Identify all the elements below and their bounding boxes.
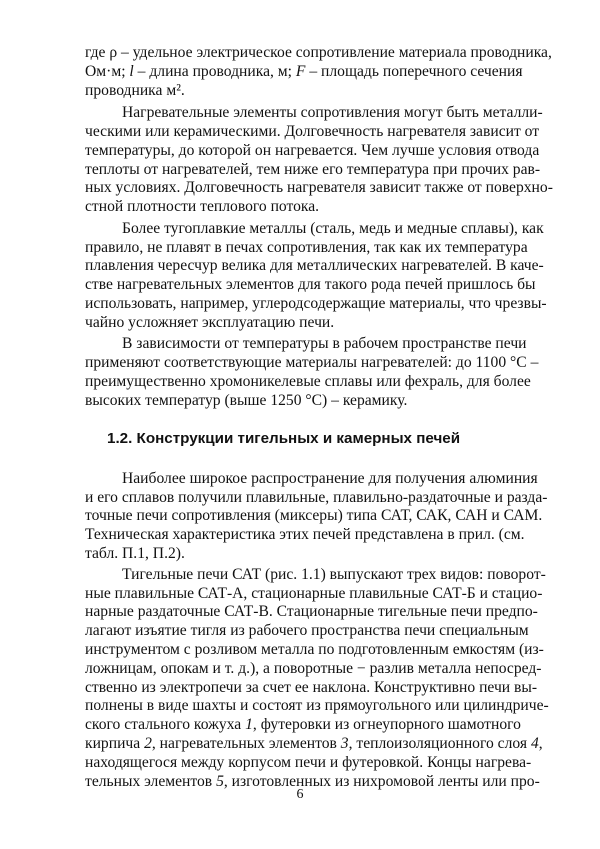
section-heading: 1.2. Конструкции тигельных и камерных печей	[107, 430, 461, 447]
text-line: где ρ – удельное электрическое сопротивление материала проводника,	[85, 44, 552, 61]
text-line: тельных элементов 5, изготовленных из нихромовой ленты или про-	[85, 773, 540, 790]
text-line: Нагревательные элементы сопротивления могут быть металли-	[122, 104, 543, 121]
text-line: плавления чересчур велика для металлических нагревателей. В каче-	[85, 257, 544, 274]
text-line: инструментом с розливом металла по подготовленным емкостям (из-	[85, 641, 544, 658]
text-line: и его сплавов получили плавильные, плавильно-раздаточные и разда-	[85, 489, 548, 506]
text-line: ского стального кожуха 1, футеровки из огнеупорного шамотного	[85, 716, 521, 733]
text-line: ственно из электропечи за счет ее наклона. Конструктивно печи вы-	[85, 679, 538, 696]
page-number: 6	[296, 787, 304, 802]
text-line: теплоты от нагревателей, тем ниже его температура при прочих рав-	[85, 161, 541, 178]
text-line: табл. П.1, П.2).	[85, 545, 185, 562]
text-line: стной плотности теплового потока.	[85, 198, 320, 215]
text-line: проводника м².	[85, 82, 185, 99]
text-line: применяют соответствующие материалы нагревателей: до 1100 °С –	[85, 354, 539, 371]
text-line: чайно усложняет эксплуатацию печи.	[85, 314, 335, 331]
text-line: нарные раздаточные САТ-В. Стационарные тигельные печи предпо-	[85, 603, 538, 620]
text-line: ложницам, опокам и т. д.), а поворотные − разлив металла непосред-	[85, 660, 542, 677]
text-line: Техническая характеристика этих печей представлена в прил. (см.	[85, 526, 525, 543]
text-line: правило, не плавят в печах сопротивления, так как их температура	[85, 239, 528, 256]
text-line: точные печи сопротивления (миксеры) типа САТ, САК, САН и САМ.	[85, 507, 543, 524]
text-line: кирпича 2, нагревательных элементов 3, теплоизоляционного слоя 4,	[85, 735, 543, 752]
text-line: ные плавильные САТ-А, стационарные плавильные САТ-Б и стацио-	[85, 585, 543, 602]
text-line: Более тугоплавкие металлы (сталь, медь и медные сплавы), как	[122, 220, 544, 237]
text-line: Наиболее широкое распространение для получения алюминия	[122, 470, 538, 487]
text-line: ческими или керамическими. Долговечность нагревателя зависит от	[85, 123, 540, 140]
text-line: ных условиях. Долговечность нагревателя зависит также от поверхно-	[85, 179, 553, 196]
text-line: лагают изъятие тигля из рабочего пространства печи специальным	[85, 622, 529, 639]
text-line: В зависимости от температуры в рабочем пространстве печи	[122, 335, 527, 352]
text-line: преимущественно хромоникелевые сплавы или фехраль, для более	[85, 373, 531, 390]
text-line: Тигельные печи САТ (рис. 1.1) выпускают трех видов: поворот-	[122, 566, 546, 583]
text-line: температуры, до которой он нагревается. Чем лучше условия отвода	[85, 142, 540, 159]
text-line: находящегося между корпусом печи и футеровкой. Концы нагрева-	[85, 754, 532, 771]
text-line: стве нагревательных элементов для такого рода печей пришлось бы	[85, 276, 536, 293]
text-line: высоких температур (выше 1250 °С) – керамику.	[85, 392, 408, 409]
text-line: использовать, например, углеродсодержащие материалы, что чрезвы-	[85, 295, 547, 312]
text-line: полнены в виде шахты и состоят из прямоугольного или цилиндриче-	[85, 697, 549, 714]
text-line: Ом·м; l – длина проводника, м; F – площадь поперечного сечения	[85, 63, 523, 80]
